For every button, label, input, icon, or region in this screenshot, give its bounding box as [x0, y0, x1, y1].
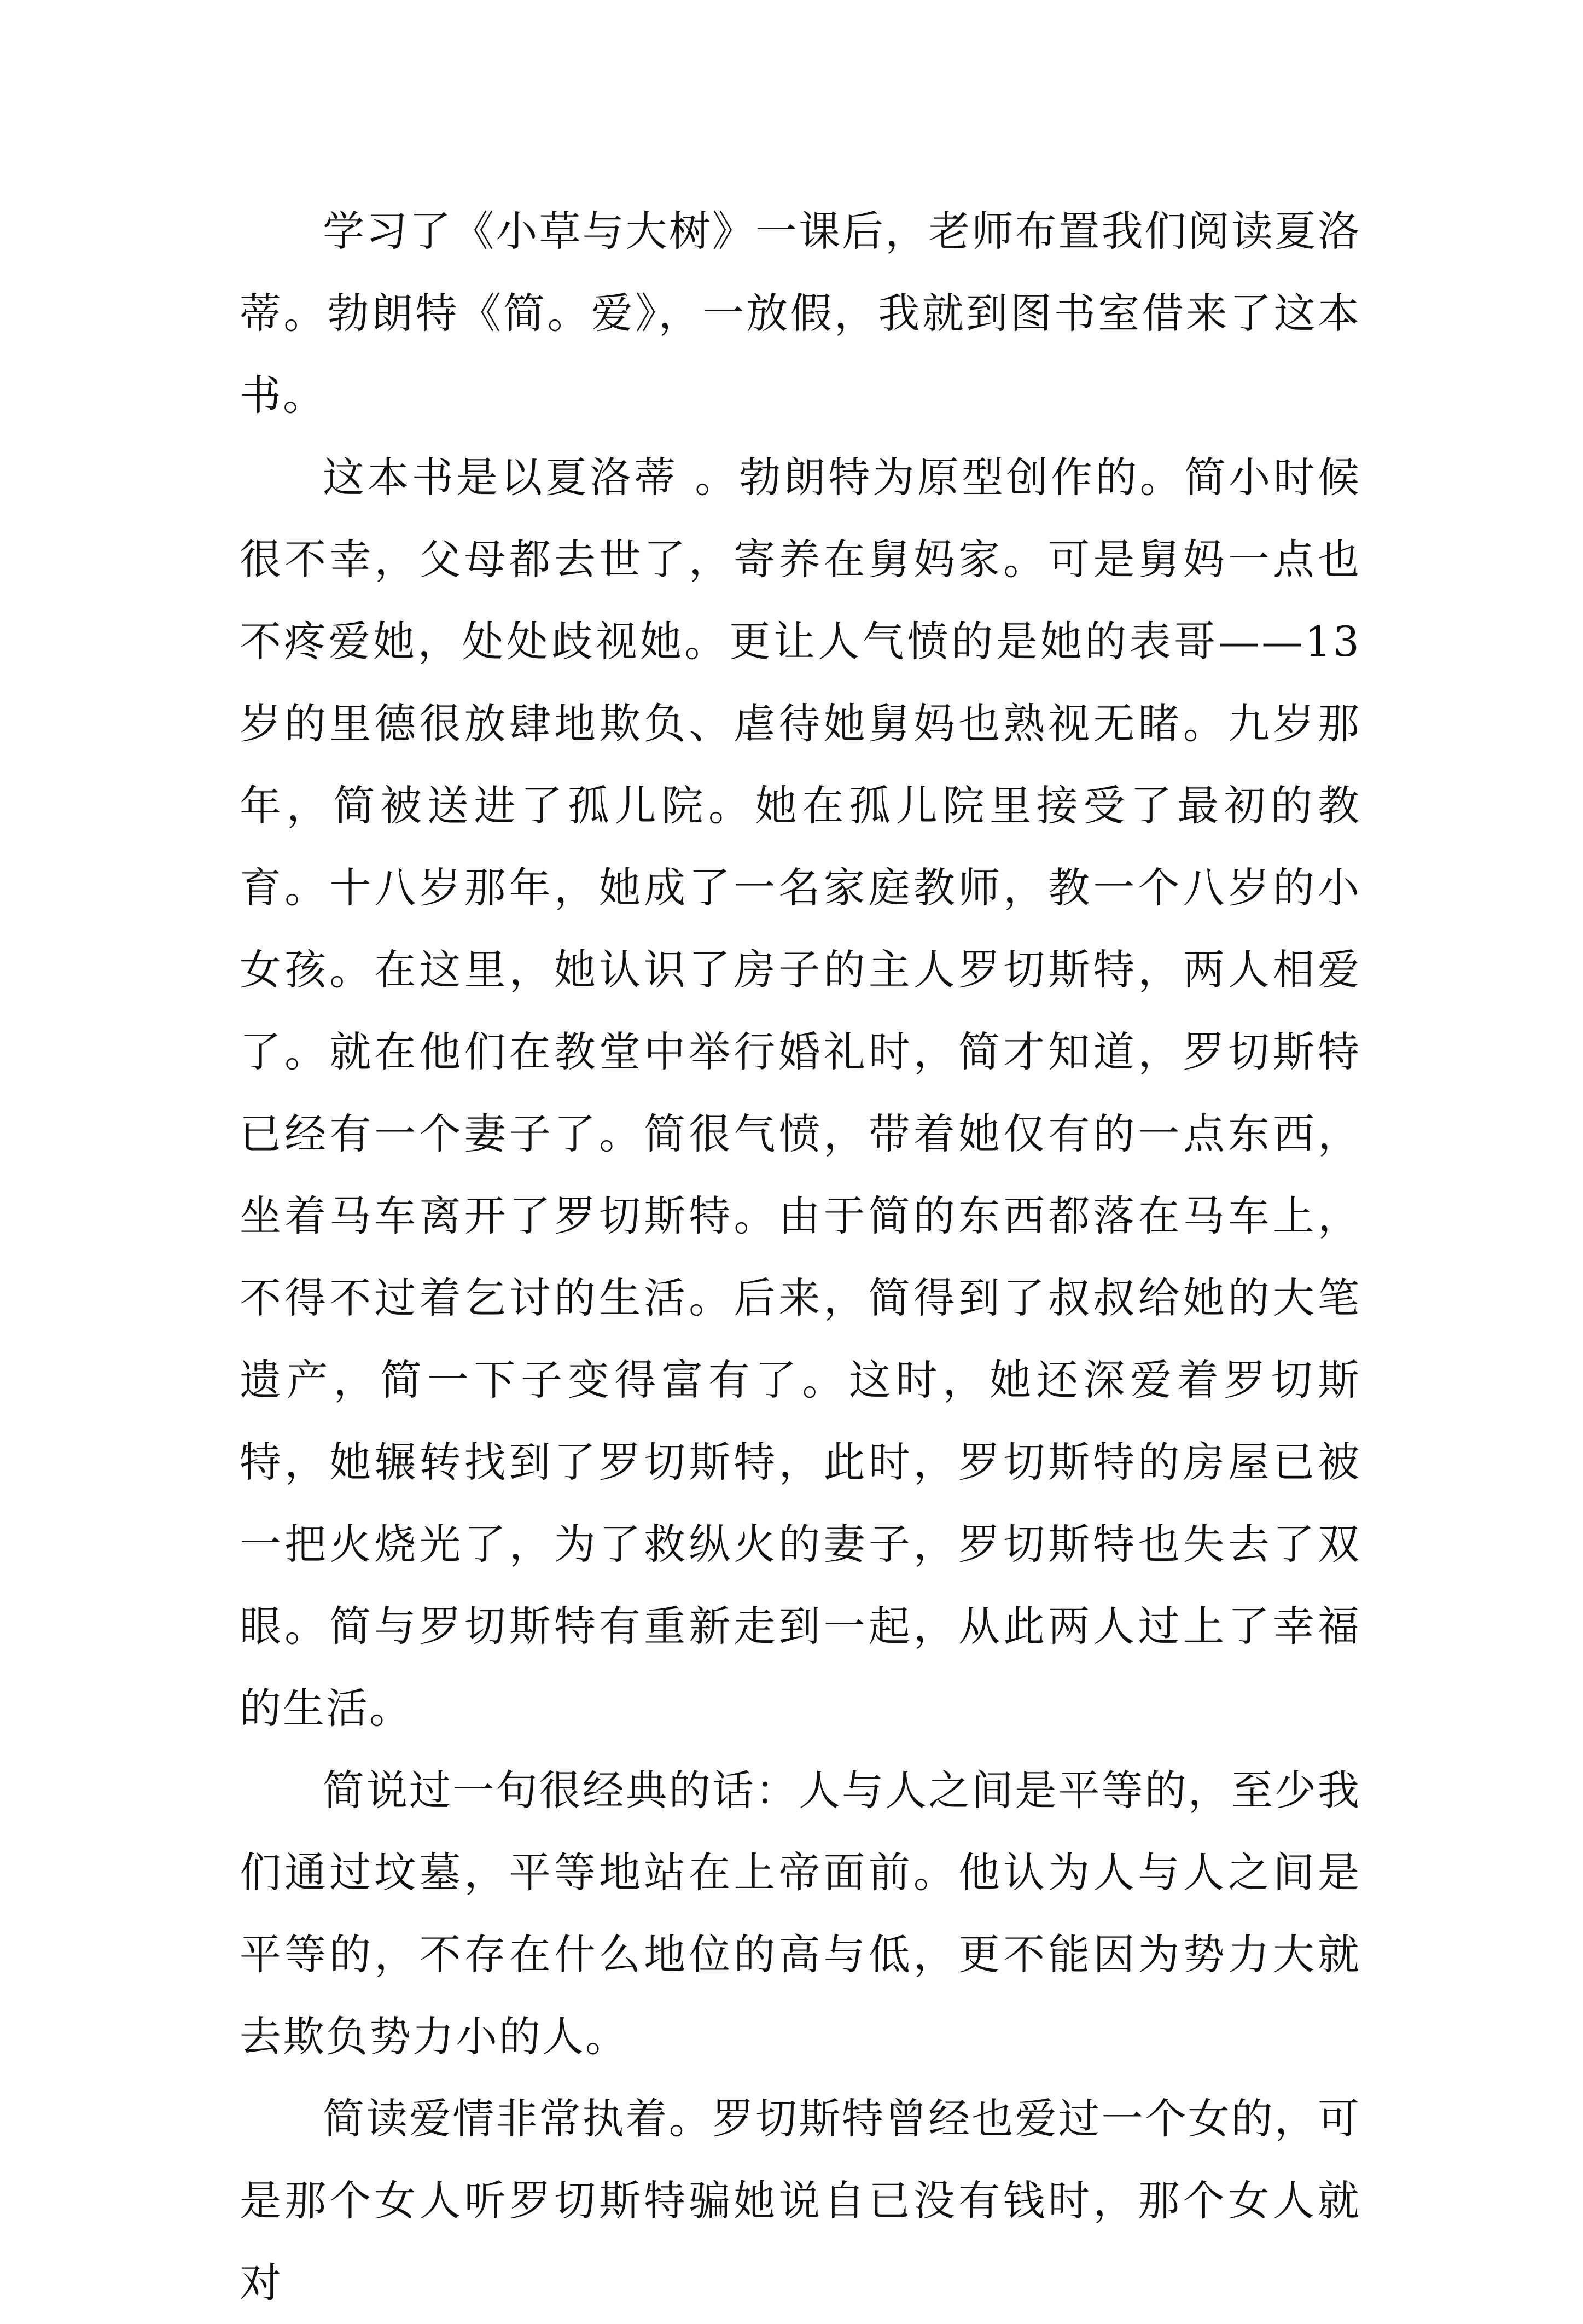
- paragraph-3: 简说过一句很经典的话：人与人之间是平等的，至少我们通过坟墓，平等地站在上帝面前。他认为人与人之间是平等的，不存在什么地位的高与低，更不能因为势力大就去欺负势力小的人。: [240, 1766, 1361, 2061]
- paragraph-4: 简读爱情非常执着。罗切斯特曾经也爱过一个女的，可是那个女人听罗切斯特骗她说自已没有钱时，那个女人就对: [240, 2094, 1361, 2307]
- paragraph-1: 学习了《小草与大树》一课后，老师布置我们阅读夏洛蒂。勃朗特《简。爱》，一放假，我就到图书室借来了这本书。: [240, 207, 1361, 420]
- document-body: [240, 190, 1361, 2324]
- paragraph-2: 这本书是以夏洛蒂 。勃朗特为原型创作的。简小时候很不幸，父母都去世了，寄养在舅妈家。可是舅妈一点也不疼爱她，处处歧视她。更让人气愤的是她的表哥——13岁的里德很放肆地欺负、虐待她舅妈也熟视无睹。九岁那年，简被送进了孤儿院。她在孤儿院里接受了最初的教育。十八岁那年，她成了一名家庭教师，教一个八岁的小女孩。在这里，她认识了房子的主人罗切斯特，两人相爱了。就在他们在教堂中举行婚礼时，简才知道，罗切斯特已经有一个妻子了。简很气愤，带着她仅有的一点东西，坐着马车离开了罗切斯特。由于简的东西都落在马车上，不得不过着乞讨的生活。后来，简得到了叔叔给她的大笔遗产，简一下子变得富有了。这时，她还深爱着罗切斯特，她辗转找到了罗切斯特，此时，罗切斯特的房屋已被一把火烧光了，为了救纵火的妻子，罗切斯特也失去了双眼。简与罗切斯特有重新走到一起，从此两人过上了幸福的生活。: [240, 453, 1361, 1733]
